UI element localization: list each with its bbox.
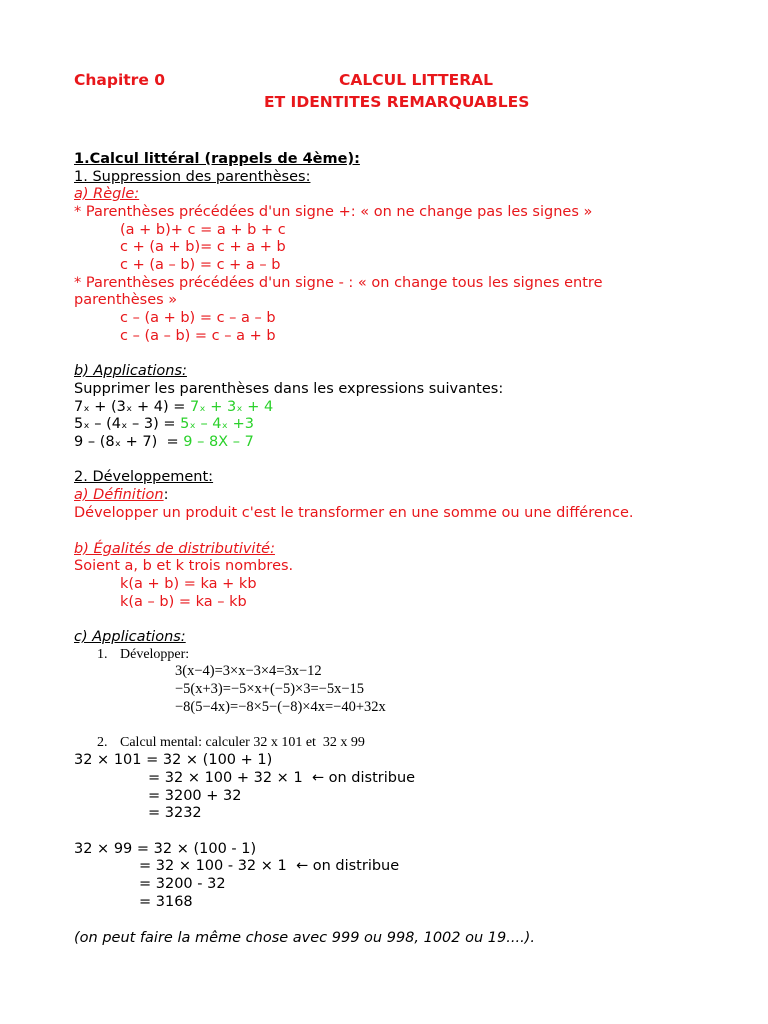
- rule-minus-text-cont: parenthèses »: [74, 292, 178, 308]
- closing-note: (on peut faire la même chose avec 999 ou 998, 1002 ou 19....).: [74, 930, 535, 946]
- section2-heading: 2. Développement:: [74, 469, 214, 485]
- plus-example: c + (a – b) = c + a – b: [120, 257, 281, 273]
- distributivity-heading: b) Égalités de distributivité:: [74, 541, 275, 557]
- applications-heading-2: c) Applications:: [74, 629, 186, 645]
- mental-calc-label: Calcul mental: calculer 32 x 101 et 32 x 99: [120, 735, 365, 750]
- calc-line: = 3232: [148, 805, 202, 821]
- plus-example: (a + b)+ c = a + b + c: [120, 222, 286, 238]
- expression-result: 9 – 8X – 7: [183, 434, 254, 450]
- subsection-suppression: 1. Suppression des parenthèses:: [74, 169, 311, 185]
- distributivity-intro: Soient a, b et k trois nombres.: [74, 558, 294, 574]
- definition-heading: a) Définition: [74, 487, 164, 503]
- definition-colon: :: [163, 487, 169, 503]
- expression: 5ₓ – (4ₓ – 3) =: [74, 416, 181, 432]
- calc-line: = 32 × 100 - 32 × 1 ← on distribue: [139, 858, 400, 874]
- calc-line: 32 × 99 = 32 × (100 - 1): [74, 841, 257, 857]
- minus-example: c – (a – b) = c – a + b: [120, 328, 276, 344]
- rule-plus-text: * Parenthèses précédées d'un signe +: « on ne change pas les signes »: [74, 204, 593, 220]
- distributivity-identity: k(a + b) = ka + kb: [120, 576, 257, 592]
- title-line-1: CALCUL LITTERAL: [339, 71, 494, 89]
- application-item: [74, 415, 254, 433]
- develop-label: Développer:: [120, 647, 190, 662]
- rule-minus-text: * Parenthèses précédées d'un signe - : « on change tous les signes entre: [74, 275, 603, 291]
- calc-line: 32 × 101 = 32 × (100 + 1): [74, 752, 273, 768]
- development-line: −5(x+3)=−5×x+(−5)×3=−5x−15: [175, 681, 365, 697]
- development-line: −8(5−4x)=−8×5−(−8)×4x=−40+32x: [175, 699, 386, 715]
- applications-heading: b) Applications:: [74, 363, 187, 379]
- section1-heading: 1.Calcul littéral (rappels de 4ème):: [74, 151, 360, 167]
- expression-result: 5ₓ – 4ₓ +3: [180, 416, 254, 432]
- definition-text: Développer un produit c'est le transformer en une somme ou une différence.: [74, 505, 634, 521]
- minus-example: c – (a + b) = c – a – b: [120, 310, 276, 326]
- title-line-2: ET IDENTITES REMARQUABLES: [264, 93, 530, 111]
- calc-line: = 3200 - 32: [139, 876, 226, 892]
- list-number: 1.: [97, 647, 108, 662]
- expression: 7ₓ + (3ₓ + 4) =: [74, 399, 190, 415]
- calc-line: = 3168: [139, 894, 193, 910]
- application-item: [74, 433, 254, 451]
- expression-result: 7ₓ + 3ₓ + 4: [189, 399, 274, 415]
- applications-intro: Supprimer les parenthèses dans les expressions suivantes:: [74, 381, 504, 397]
- expression: 9 – (8ₓ + 7) =: [74, 434, 184, 450]
- calc-line: = 3200 + 32: [148, 788, 242, 804]
- definition-line: [74, 486, 169, 504]
- development-line: 3(x−4)=3×x−3×4=3x−12: [175, 663, 322, 679]
- calc-line: = 32 × 100 + 32 × 1 ← on distribue: [148, 770, 416, 786]
- distributivity-identity: k(a – b) = ka – kb: [120, 594, 247, 610]
- list-number: 2.: [97, 735, 108, 750]
- chapter-label: Chapitre 0: [74, 71, 166, 89]
- rule-heading: a) Règle:: [74, 186, 140, 202]
- plus-example: c + (a + b)= c + a + b: [120, 239, 286, 255]
- application-item: [74, 398, 273, 416]
